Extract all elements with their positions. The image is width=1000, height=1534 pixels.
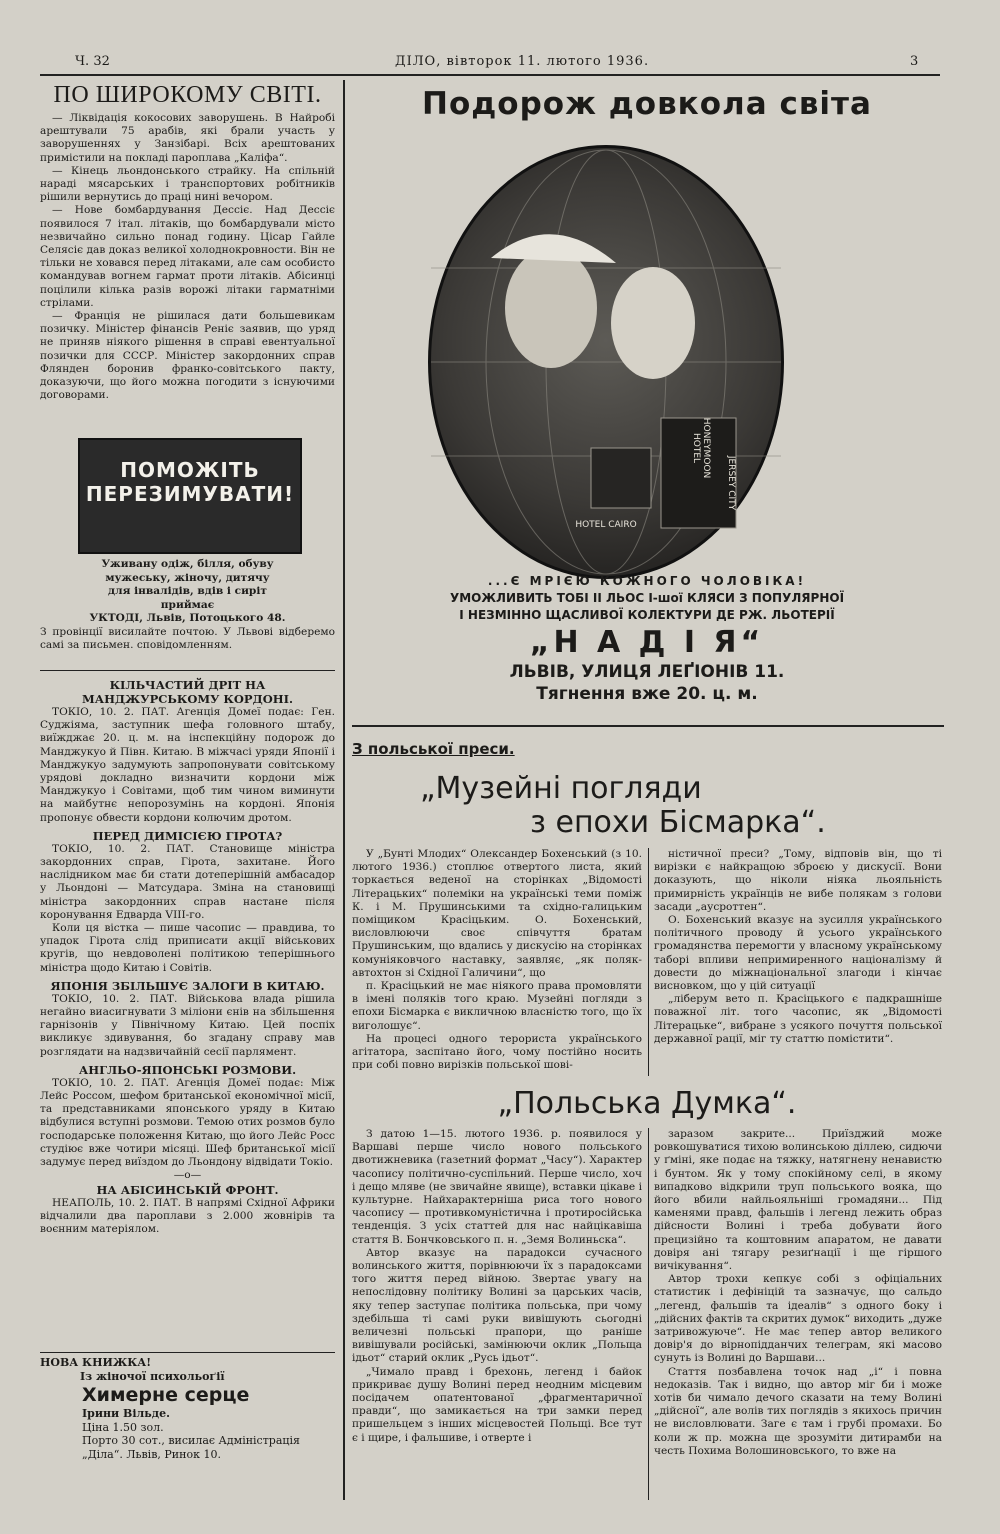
press-heading-2: „Польська Думка“. xyxy=(497,1086,797,1121)
section-title: АНГЛЬО-ЯПОНСЬКІ РОЗМОВИ. xyxy=(78,1062,297,1077)
article-paragraph: заразом закрите... Приїзджий може ровкошуватися тихою волинською діллею, сидючи у ґміні, яке подає на тяжку, натягнену ненавистю і бунтом. Як у тому спокійному селі, в якому випадково відкрили труп польського вояка, що його вбили найльояльніші громадяни... Під каменями правд, фальшів і легенд лежить образ дійсности Волині і треба добувати його прецизійно та коштовним апаратом, не давати довіря ані тягару резиґнації і ще гіршого вичікування“. xyxy=(654,1128,942,1273)
book-line: Порто 30 сот., висилає Адміністрація xyxy=(82,1434,300,1447)
article-column xyxy=(352,848,642,1072)
ad-line: для інвалідів, вдів і сиріт xyxy=(108,585,267,597)
hotel-sticker: HONEYMOON HOTEL xyxy=(691,417,711,479)
globe-illustration xyxy=(428,145,784,579)
ad-line: мужеську, жіночу, дитячу xyxy=(105,571,270,584)
article-paragraph: О. Бохенський вказує на зусилля українського політичного проводу й усього українського громадянства перемогти у власному українському таборі впливи непримиренного націоналізму й довести до міжнаціональної злагоди і кінчає висновком, що у цій ситуації xyxy=(654,914,942,993)
book-label: НОВА КНИЖКА! xyxy=(40,1356,152,1369)
ad-foot: З провінції висилайте почтою. У Львові відберемо самі за письмен. сповідомленням. xyxy=(40,625,335,651)
article-paragraph: На процесі одного терориста українського агітатора, заспітано його, чому постійно носить при собі повно вирізків польської шові- xyxy=(352,1032,642,1072)
world-news xyxy=(40,112,335,402)
lottery-text xyxy=(352,573,942,705)
ad-line: Уживану одіж, білля, обуву xyxy=(101,558,274,570)
article-paragraph: Стаття позбавлена точок над „і“ і повна недоказів. Так і видно, що автор міг би і може хотів би чимало дечого сказати на тему Волині „дійсної“, але волів тих поглядів з якихось причин не висловлювати. Заге є там і грубі промахи. Бо коли ж пр. можна ще зрозуміти дитирамби на честь Похима Волошиновського, то вже на xyxy=(654,1365,942,1457)
article-paragraph: „Чимало правд і брехонь, легенд і байок прикриває душу Волині перед неодним місцевим посідачем опатентованої „фрагментаричної правди“, що замикається на три замки перед пришельцем з інших місцевостей Польщі. Все тут є і щире, і фальшиве, і отверте і xyxy=(352,1365,642,1444)
news-sections xyxy=(40,674,335,1236)
section-text: ТОКІО, 10. 2. ПАТ. Становище міністра закордонних справ, Гірота, захитане. Його наслідником має би стати дотеперішній амбасадор у Льондоні — Матсудара. Зміна на становищі міністра закордонних справ настане після коронування Едварда VIII-го. xyxy=(40,842,335,921)
heading-line: з епохи Бісмарка“. xyxy=(530,805,826,840)
column-divider xyxy=(648,848,649,1076)
lottery-line: УМОЖЛИВИТЬ ТОБІ ІІ ЛЬОС І-шої КЛЯСИ З ПОПУЛЯРНОЇ xyxy=(449,591,845,605)
news-item: — Ліквідація кокосових заворушень. В Найробі арештували 75 арабів, які брали участь у заворушеннях у Занзібарі. Всіх арештованих примістили на покладі пароплава „Каліфа“. xyxy=(40,112,335,164)
rule xyxy=(352,725,944,727)
left-heading: ПО ШИРОКОМУ СВІТІ. xyxy=(53,82,322,108)
lottery-line: І НЕЗМІННО ЩАСЛИВОЇ КОЛЕКТУРИ ДЕ РЖ. ЛЬОТЕРІЇ xyxy=(459,608,835,622)
book-ad xyxy=(40,1356,335,1461)
lottery-draw: Тягнення вже 20. ц. м. xyxy=(536,684,758,704)
book-line: „Діла“. Львів, Ринок 10. xyxy=(82,1447,221,1461)
rule xyxy=(40,1352,335,1353)
banner-text: ПОМОЖІТЬ ПЕРЕЗИМУВАТИ! xyxy=(85,458,295,506)
winter-aid-text xyxy=(40,558,335,653)
winter-aid-banner xyxy=(78,438,302,554)
article-paragraph: У „Бунті Млодих“ Олександер Бохенський (з 10. лютого 1936.) стоплює отвертого листа, який торкається веденої на сторінках „Відомості Літерацьких“ полеміки на українські теми поміж К. і М. Прушинськими та східно-галицьким поміщиком Красіцьким. О. Бохенський, висловлюючи своє співчуття братам Прушинським, що вдались у дискусію на сторінках комуніяковчого наставку, заявляє, „як поляк-автохтон зі Східної Галичини“, що xyxy=(352,848,642,979)
ad-line: УКТОДІ, Львів, Потоцького 48. xyxy=(89,612,286,624)
book-sub: Із жіночої психольоґії xyxy=(80,1369,225,1383)
section-title: НА АБІСИНСЬКІЙ ФРОНТ. xyxy=(96,1182,279,1197)
lottery-name: „Н А Д І Я“ xyxy=(529,625,765,660)
news-item: — Нове бомбардування Дессіє. Над Дессіє появилося 7 італ. літаків, що бомбардували місто незвичайно сильно понад годину. Цісар Гайле Селясіє дав доказ великої холоднокровности. Він не тільки не ховався перед літаками, але сам особисто командував вогнем гармат проти літаків. Абісинці поцілили кілька разів ворожі літаки гарматніми стрілами. xyxy=(40,204,335,309)
section-text: ТОКІО, 10. 2. ПАТ. Агенція Домеї подає: Ген. Суджіяма, заступник шефа головного штабу, виїжджає 20. ц. м. на інспекційну подорож до Манджукуо й Півн. Китаю. В міжчасі уряди Японії і Манджукуо задумують запропонувати совітському урядові докладно визначити кордони між Манджукуо і Совітами, щоб тим чином виминути на майбутнє непорозумінь на кордоні. Японія пропонує обвести кордони колючим дротом. xyxy=(40,706,335,824)
article-paragraph: „ліберум вето п. Красіцького є падкрашніше поважної літ. того часопис, як „Відомості Літерацьке“, вибране з усякого почуття польської державної рації, міг ту статтю помістити“. xyxy=(654,993,942,1045)
article-column xyxy=(654,848,942,1046)
section-text: ТОКІО, 10. 2. ПАТ. Військова влада рішила негайно виасигнувати 3 міліони єнів на збільшення гарнізонів у Північному Китаю. Цей поспіх викликує здивування, бо згадану справу мав розглядати на надзвичайній сесії парлямент. xyxy=(40,992,335,1058)
issue-number: Ч. 32 xyxy=(75,54,110,69)
article-paragraph: п. Красіцький не має ніякого права промовляти в імені поляків того краю. Музейні погляди з епохи Бісмарка є викличною власністю того, що їх виголошує“. xyxy=(352,980,642,1032)
section-text: ТОКІО, 10. 2. ПАТ. Агенція Домеї подає: Між Лейс Россом, шефом британської економічної місії, та представниками японського уряду в Китаю відбулися вступні розмови. Темою отих розмов було господарське положення Китаю, що його Лейс Росс студіює вже чотири місяці. Шеф британської місії задумує перед виїздом до Льондону відвідати Токіо. xyxy=(40,1076,335,1169)
cairo-sticker: HOTEL CAIRO xyxy=(575,520,637,530)
city-sticker: JERSEY CITY xyxy=(726,455,736,511)
section-text: Коли ця вістка — пише часопис — правдива, то упадок Гірота слід приписати акції військових кругів, що невдоволені політикою теперішнього міністра щодо Китаю і Совітів. xyxy=(40,922,335,974)
article-paragraph: Автор вказує на парадокси сучасного волинського життя, порівнюючи їх з парадоксами того життя перед війною. Звертає увагу на непослідовну політику Волині за царських часів, яку тепер заступає політика польська, при чому здебільша ті самі руки вивішують сьогодні величезні польські прапори, що раніше вивішували російські, замінюючи оклик „Польща ідьот“ старий оклик „Русь ідьот“. xyxy=(352,1246,642,1365)
section-title: ПЕРЕД ДИМІСІЄЮ ГІРОТА? xyxy=(92,828,283,843)
news-item: — Франція не рішилася дати большевикам позичку. Міністер фінансів Реніє заявив, що уряд не приняв ніякого рішення в справі евентуальної позички для СССР. Міністер закордонних справ Флянден боронив франко-совітського пакту, доказуючи, що його можна погодити з існуючими договорами. xyxy=(40,310,335,402)
section-title: ЯПОНІЯ ЗБІЛЬШУЄ ЗАЛОГИ В КИТАЮ. xyxy=(50,978,325,993)
section-title: КІЛЬЧАСТИЙ ДРІТ НА МАНДЖУРСЬКОМУ КОРДОНІ. xyxy=(81,678,294,706)
rule xyxy=(40,670,335,671)
travel-ad-title: Подорож довкола світа xyxy=(422,86,872,122)
separator: —о— xyxy=(173,1169,202,1182)
book-title: Химерне серце xyxy=(82,1384,250,1406)
article-column xyxy=(352,1128,642,1445)
page-number: 3 xyxy=(910,54,919,69)
lottery-address: ЛЬВІВ, УЛИЦЯ ЛЕҐІОНІВ 11. xyxy=(509,662,785,682)
ad-line: приймає xyxy=(160,598,215,611)
article-paragraph: ністичної преси? „Тому, відповів він, що ті вирізки є найкращою зброєю у дискусії. Вони доказують, що ніколи ніяка льояльність примирність українців не вибе полякам з голови засади „аусроттен“. xyxy=(654,848,942,913)
page-header xyxy=(40,52,940,76)
article-paragraph: З датою 1—15. лютого 1936. р. появилося у Варшаві перше число нового польського двотижневика (газетний формат „Часу“). Характер часопису політично-суспільний. Перше число, хоч і дещо мляве (не звичайне явище), вставки цікаве і культурне. Найхарактерніша риса того нового часопису — противкомуністична і протиросійська тенденція. З усіх статтей для нас найцікавіша стаття В. Бончковського п. н. „Земя Волиньска“. xyxy=(352,1128,642,1246)
lottery-line: ...Є МРІЄЮ КОЖНОГО ЧОЛОВІКА! xyxy=(487,574,807,588)
column-divider xyxy=(343,80,345,1500)
press-rubric: З польської преси. xyxy=(352,740,515,758)
press-heading-1 xyxy=(420,772,900,840)
heading-line: „Музейні погляди xyxy=(420,771,702,806)
article-column xyxy=(654,1128,942,1458)
masthead: ДІЛО, вівторок 11. лютого 1936. xyxy=(395,54,650,69)
article-paragraph: Автор трохи кепкує собі з офіціальних статистик і дефініцій та зазначує, що сальдо „легенд, фальшів та ідеалів“ з одного боку і „дійсних фактів та скритих думок“ виходить „дуже затривожуюче“. Не має тепер автор великого довір'я до вірнопідданчих телеграм, які масово сунуть із Волині до Варшави... xyxy=(654,1273,942,1365)
book-author: Ірини Вільде. xyxy=(82,1407,170,1420)
news-item: — Кінець льондонського страйку. На спільній нараді мясарських і транспортових робітників рішили вернутись до праці нині вечором. xyxy=(40,164,335,204)
section-text: НЕАПОЛЬ, 10. 2. ПАТ. В напрямі Східної Африки відчалили два пароплави з 2.000 жовнірів та воєнним матеріялом. xyxy=(40,1196,335,1235)
book-line: Ціна 1.50 зол. xyxy=(82,1420,164,1434)
column-divider xyxy=(648,1128,649,1500)
